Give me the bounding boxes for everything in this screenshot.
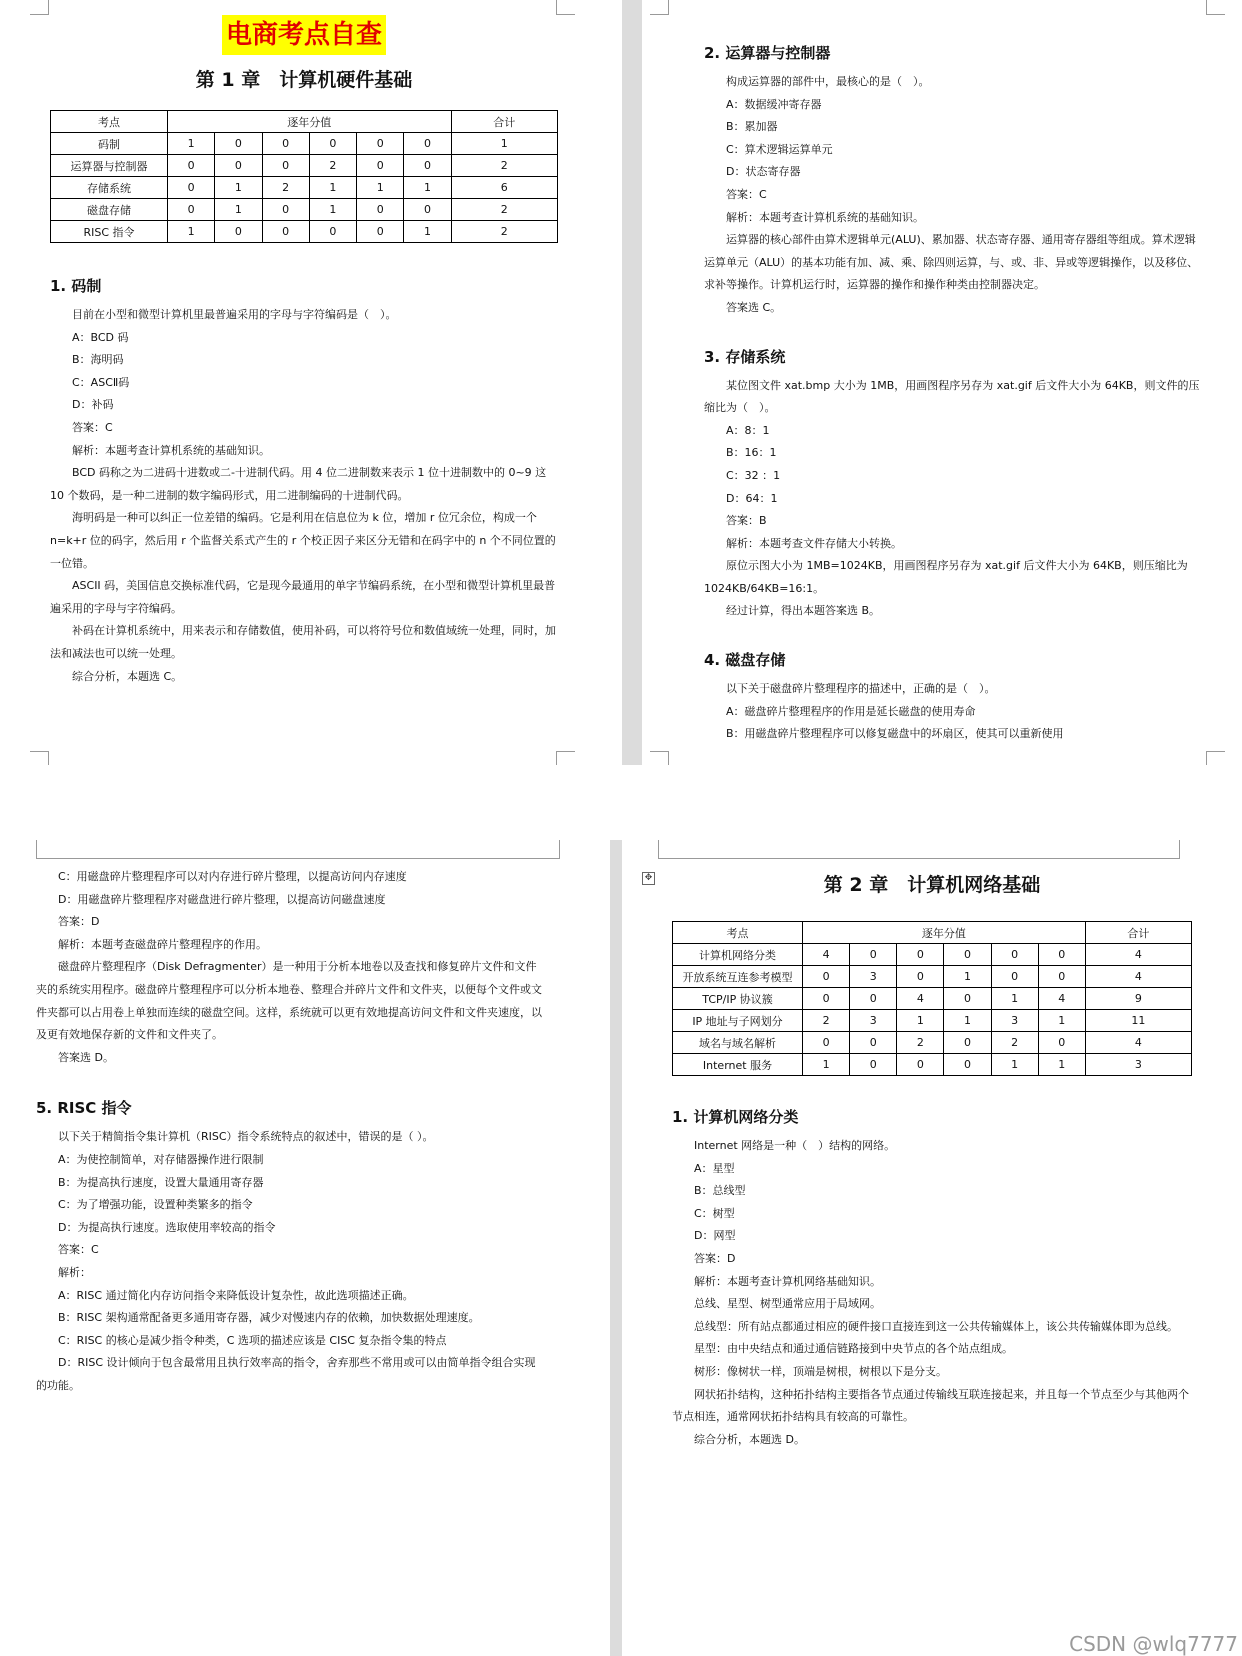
option-c: C：为了增强功能，设置种类繁多的指令: [58, 1198, 253, 1212]
section-heading: 4. 磁盘存储: [704, 651, 786, 670]
page-2-body: [704, 42, 1204, 746]
page-corner-mark: [556, 0, 575, 15]
table-cell: 0: [309, 133, 356, 155]
explanation-paragraph: 树形：像树状一样，顶端是树根，树根以下是分支。: [694, 1364, 947, 1378]
table-cell: 0: [897, 966, 944, 988]
table-cell: 0: [262, 133, 309, 155]
option-b: B：总线型: [694, 1184, 746, 1198]
table-cell: 2: [262, 177, 309, 199]
answer-line: 答案：B: [726, 514, 767, 528]
explanation-paragraph: 总线、星型、树型通常应用于局域网。: [694, 1297, 881, 1311]
table-cell: 4: [1085, 966, 1191, 988]
table-cell: 1: [944, 1010, 991, 1032]
question-text: 构成运算器的部件中，最核心的是（ ）。: [726, 75, 930, 88]
page-corner-mark: [650, 0, 669, 15]
page-1-body: [50, 14, 558, 688]
table-cell: 1: [451, 133, 557, 155]
question-text: Internet 网络是一种（ ）结构的网络。: [694, 1139, 896, 1152]
option-b: B：用磁盘碎片整理程序可以修复磁盘中的坏扇区，使其可以重新使用: [726, 727, 1064, 741]
question-text: 某位图文件 xat.bmp 大小为 1MB，用画图程序另存为 xat.gif 后文件大小为 64KB，则文件的压缩比为（ ）。: [704, 378, 1200, 415]
explanation-item: B：RISC 架构通常配备更多通用寄存器，减少对慢速内存的依赖，加快数据处理速度。: [58, 1311, 480, 1325]
option-b: B：海明码: [72, 353, 124, 367]
table-cell: 0: [168, 155, 215, 177]
table-cell: 1: [1038, 1010, 1085, 1032]
option-a: A：为使控制简单，对存储器操作进行限制: [58, 1152, 264, 1166]
table-cell: 1: [168, 221, 215, 243]
option-c: C：算术逻辑运算单元: [726, 142, 833, 156]
table-cell: Internet 服务: [673, 1054, 803, 1076]
table-cell: RISC 指令: [51, 221, 168, 243]
table-cell: 1: [215, 199, 262, 221]
option-c: C：用磁盘碎片整理程序可以对内存进行碎片整理，以提高访问内存速度: [58, 870, 407, 883]
table-cell: 0: [309, 221, 356, 243]
page-corner-mark: [30, 0, 49, 15]
page-3: [0, 840, 610, 1656]
explanation-paragraph: ASCII 码，美国信息交换标准代码，它是现今最通用的单字节编码系统，在小型和微型计算机里最普遍采用的字母与字符编码。: [50, 579, 556, 615]
answer-line: 答案：D: [694, 1251, 736, 1265]
table-cell: 1: [215, 177, 262, 199]
page-corner-mark: [1206, 0, 1225, 15]
option-c: C：树型: [694, 1206, 735, 1220]
table-cell: 1: [991, 1054, 1038, 1076]
section-heading: 1. 计算机网络分类: [672, 1108, 799, 1126]
table-row: [673, 988, 1192, 1010]
table-cell: 1: [309, 177, 356, 199]
table-cell: 0: [944, 1054, 991, 1076]
section-heading: 5. RISC 指令: [36, 1099, 132, 1118]
table-cell: 码制: [51, 133, 168, 155]
summary-line: 答案选 C。: [726, 300, 782, 314]
option-d: D：网型: [694, 1229, 736, 1243]
option-a: A：BCD 码: [72, 330, 129, 344]
table-cell: 0: [897, 1054, 944, 1076]
table-cell: 0: [850, 944, 897, 966]
table-row: [51, 221, 558, 243]
table-cell: 4: [1085, 944, 1191, 966]
chapter-title: 第 1 章 计算机硬件基础: [195, 69, 413, 91]
summary-line: 综合分析，本题选 C。: [72, 669, 183, 683]
explanation-paragraph: 磁盘碎片整理程序（Disk Defragmenter）是一种用于分析本地卷以及查找和修复碎片文件和文件夹的系统实用程序。磁盘碎片整理程序可以分析本地卷、整理合并碎片文件和文件夹，以便每个文件或文件夹都可以占用卷上单独而连续的磁盘空间。这样，系统就可以更有效地提高访问文件和文件夹速度，以及更有效地保存新的文件和文件夹了。: [36, 960, 542, 1042]
section-heading: 2. 运算器与控制器: [704, 44, 831, 62]
option-b: B：16：1: [726, 446, 777, 460]
table-cell: 0: [850, 1054, 897, 1076]
question-text: 以下关于磁盘碎片整理程序的描述中，正确的是（ ）。: [726, 682, 996, 696]
section-heading: 3. 存储系统: [704, 347, 786, 366]
page-header-line: [658, 840, 1180, 859]
page-1: [0, 0, 622, 765]
table-header-total: 合计: [451, 111, 557, 133]
table-cell: 3: [1085, 1054, 1191, 1076]
table-cell: 2: [451, 155, 557, 177]
table-row: [673, 1032, 1192, 1054]
page-corner-mark: [650, 751, 669, 765]
table-cell: 存储系统: [51, 177, 168, 199]
explanation-paragraph: BCD 码称之为二进码十进数或二-十进制代码。用 4 位二进制数来表示 1 位十进制数中的 0~9 这 10 个数码，是一种二进制的数字编码形式，用二进制编码的十进制代码。: [50, 466, 547, 502]
option-b: B：累加器: [726, 120, 778, 134]
table-cell: 3: [850, 1010, 897, 1032]
explanation-paragraph: 星型：由中央结点和通过通信链路接到中央节点的各个站点组成。: [694, 1342, 1013, 1356]
option-d: D：状态寄存器: [726, 165, 801, 179]
table-cell: 域名与域名解析: [673, 1032, 803, 1054]
table-cell: 开放系统互连参考模型: [673, 966, 803, 988]
explanation-line: 解析：本题考查计算机系统的基础知识。: [726, 210, 924, 224]
score-table: [672, 921, 1192, 1076]
chapter-title: 第 2 章 计算机网络基础: [823, 874, 1041, 896]
section-heading: 1. 码制: [50, 277, 102, 295]
page-3-body: [36, 866, 546, 1397]
table-cell: 1: [991, 988, 1038, 1010]
table-cell: 0: [803, 966, 850, 988]
table-cell: 1: [803, 1054, 850, 1076]
document-title: 电商考点自查: [50, 14, 558, 51]
table-cell: 0: [944, 1032, 991, 1054]
page-gap-bar: [622, 0, 642, 765]
table-cell: 运算器与控制器: [51, 155, 168, 177]
table-row: [51, 177, 558, 199]
table-cell: 0: [215, 155, 262, 177]
explanation-line: 解析：: [58, 1265, 91, 1279]
table-cell: 2: [803, 1010, 850, 1032]
table-cell: 4: [897, 988, 944, 1010]
table-cell: 0: [803, 988, 850, 1010]
table-cell: 4: [1085, 1032, 1191, 1054]
table-cell: 6: [451, 177, 557, 199]
explanation-line: 解析：本题考查文件存储大小转换。: [726, 536, 902, 550]
table-cell: 0: [1038, 966, 1085, 988]
table-cell: 1: [168, 133, 215, 155]
table-cell: 1: [309, 199, 356, 221]
answer-line: 答案：C: [72, 420, 113, 434]
table-cell: IP 地址与子网划分: [673, 1010, 803, 1032]
question-text: 目前在小型和微型计算机里最普遍采用的字母与字符编码是（ ）。: [72, 308, 397, 321]
explanation-line: 解析：本题考查磁盘碎片整理程序的作用。: [58, 937, 267, 951]
table-cell: 1: [357, 177, 404, 199]
table-cell: 0: [262, 199, 309, 221]
answer-line: 答案：C: [726, 187, 767, 201]
table-cell: 1: [404, 177, 451, 199]
explanation-item: C：RISC 的核心是减少指令种类，C 选项的描述应该是 CISC 复杂指令集的特点: [58, 1333, 447, 1347]
table-cell: 2: [451, 221, 557, 243]
table-cell: 2: [897, 1032, 944, 1054]
table-cell: 0: [357, 221, 404, 243]
table-cell: 0: [262, 221, 309, 243]
explanation-paragraph: 运算器的核心部件由算术逻辑单元(ALU)、累加器、状态寄存器、通用寄存器组等组成。算术逻辑运算单元（ALU）的基本功能有加、减、乘、除四则运算，与、或、非、异或等逻辑操作，以及移位、求补等操作。计算机运行时，运算器的操作和操作种类由控制器决定。: [704, 233, 1199, 292]
table-cell: 0: [404, 133, 451, 155]
table-row: [673, 1010, 1192, 1032]
table-header-total: 合计: [1085, 922, 1191, 944]
table-cell: 0: [1038, 944, 1085, 966]
table-cell: 0: [1038, 1032, 1085, 1054]
table-cell: 9: [1085, 988, 1191, 1010]
option-d: D：用磁盘碎片整理程序对磁盘进行碎片整理，以提高访问磁盘速度: [58, 892, 386, 906]
page-gap-bar: [610, 840, 622, 1656]
table-cell: 3: [850, 966, 897, 988]
option-a: A：磁盘碎片整理程序的作用是延长磁盘的使用寿命: [726, 704, 976, 718]
table-cell: 3: [991, 1010, 1038, 1032]
explanation-paragraph: 原位示图大小为 1MB=1024KB，用画图程序另存为 xat.gif 后文件大小为 64KB，则压缩比为 1024KB/64KB=16:1。: [704, 559, 1188, 595]
table-cell: 0: [897, 944, 944, 966]
table-cell: TCP/IP 协议簇: [673, 988, 803, 1010]
explanation-paragraph: 总线型：所有站点都通过相应的硬件接口直接连到这一公共传输媒体上，该公共传输媒体即为总线。: [694, 1319, 1178, 1333]
explanation-item: A：RISC 通过简化内存访问指令来降低设计复杂性，故此选项描述正确。: [58, 1288, 414, 1302]
option-a: A：星型: [694, 1161, 735, 1175]
table-header-topic: 考点: [51, 111, 168, 133]
table-cell: 0: [991, 944, 1038, 966]
answer-line: 答案：C: [58, 1243, 99, 1257]
explanation-line: 解析：本题考查计算机系统的基础知识。: [72, 443, 270, 457]
table-cell: 计算机网络分类: [673, 944, 803, 966]
table-cell: 0: [404, 199, 451, 221]
table-cell: 0: [944, 944, 991, 966]
table-row: [673, 944, 1192, 966]
question-text: 以下关于精简指令集计算机（RISC）指令系统特点的叙述中，错误的是（ ）。: [58, 1130, 434, 1144]
table-cell: 0: [803, 1032, 850, 1054]
table-cell: 磁盘存储: [51, 199, 168, 221]
option-a: A：8：1: [726, 423, 770, 437]
table-row: [51, 133, 558, 155]
explanation-paragraph: 补码在计算机系统中，用来表示和存储数值，使用补码，可以将符号位和数值域统一处理，同时，加法和减法也可以统一处理。: [50, 624, 556, 660]
watermark: CSDN @wlq7777: [1069, 1632, 1238, 1656]
table-cell: 0: [357, 155, 404, 177]
page-4: [622, 840, 1242, 1656]
option-d: D：补码: [72, 398, 114, 412]
explanation-paragraph: 网状拓扑结构，这种拓扑结构主要指各节点通过传输线互联连接起来，并且每一个节点至少与其他两个节点相连，通常网状拓扑结构具有较高的可靠性。: [672, 1387, 1189, 1424]
option-c: C：32 ：1: [726, 468, 781, 482]
option-d: D：为提高执行速度。选取使用率较高的指令: [58, 1220, 276, 1234]
table-cell: 0: [262, 155, 309, 177]
table-cell: 0: [850, 1032, 897, 1054]
table-cell: 1: [404, 221, 451, 243]
explanation-line: 解析：本题考查计算机网络基础知识。: [694, 1274, 881, 1288]
explanation-item: D：RISC 设计倾向于包含最常用且执行效率高的指令，舍弃那些不常用或可以由简单指令组合实现的功能。: [36, 1356, 536, 1392]
table-cell: 1: [897, 1010, 944, 1032]
table-header-yearly: 逐年分值: [168, 111, 452, 133]
summary-line: 答案选 D。: [58, 1050, 114, 1064]
table-cell: 0: [850, 988, 897, 1010]
page-corner-mark: [30, 751, 49, 765]
table-cell: 0: [168, 177, 215, 199]
table-header-topic: 考点: [673, 922, 803, 944]
score-table: [50, 110, 558, 243]
table-row: [51, 155, 558, 177]
table-cell: 2: [451, 199, 557, 221]
page-header-line: [36, 840, 560, 859]
table-cell: 11: [1085, 1010, 1191, 1032]
table-cell: 0: [357, 133, 404, 155]
option-d: D：64：1: [726, 491, 778, 505]
explanation-paragraph: 海明码是一种可以纠正一位差错的编码。它是利用在信息位为 k 位，增加 r 位冗余位，构成一个 n=k+r 位的码字，然后用 r 个监督关系式产生的 r 个校正因子来区分无错和在码字中的 n 个不同位置的一位错。: [50, 511, 556, 570]
table-header-yearly: 逐年分值: [803, 922, 1086, 944]
table-row: [673, 1054, 1192, 1076]
table-cell: 0: [168, 199, 215, 221]
table-cell: 2: [309, 155, 356, 177]
option-a: A：数据缓冲寄存器: [726, 97, 822, 111]
table-move-handle-icon[interactable]: ✥: [642, 872, 655, 885]
option-b: B：为提高执行速度，设置大量通用寄存器: [58, 1175, 264, 1189]
table-cell: 0: [357, 199, 404, 221]
table-cell: 1: [944, 966, 991, 988]
page-corner-mark: [1206, 751, 1225, 765]
table-cell: 4: [1038, 988, 1085, 1010]
table-cell: 4: [803, 944, 850, 966]
summary-line: 综合分析，本题选 D。: [694, 1432, 805, 1446]
table-cell: 0: [991, 966, 1038, 988]
table-row: [673, 966, 1192, 988]
table-row: [51, 199, 558, 221]
table-cell: 0: [215, 221, 262, 243]
option-c: C：ASCⅡ码: [72, 375, 130, 389]
page-corner-mark: [556, 751, 575, 765]
answer-line: 答案：D: [58, 915, 100, 929]
table-cell: 0: [404, 155, 451, 177]
table-cell: 0: [215, 133, 262, 155]
table-cell: 0: [944, 988, 991, 1010]
page-4-body: [672, 870, 1192, 1451]
page-2: [642, 0, 1242, 765]
summary-line: 经过计算，得出本题答案选 B。: [726, 604, 881, 618]
table-cell: 2: [991, 1032, 1038, 1054]
table-cell: 1: [1038, 1054, 1085, 1076]
